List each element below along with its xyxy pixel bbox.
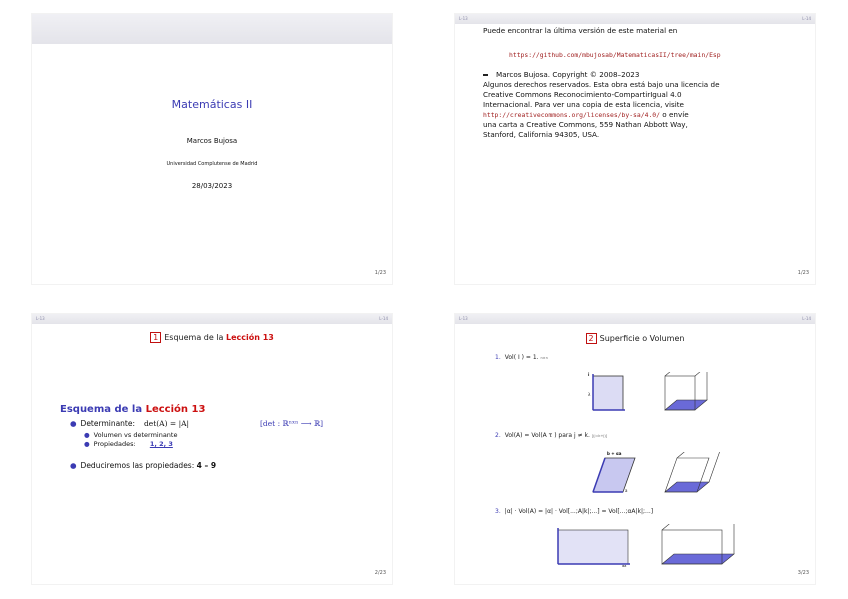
- page-number: 1/23: [374, 270, 386, 276]
- deduce-bold: 4 – 9: [196, 461, 217, 470]
- corner-right-label: L-14: [379, 316, 388, 321]
- deduce-prefix: Deduciremos las propiedades:: [80, 461, 195, 470]
- box-back: [662, 524, 734, 554]
- section-heading: [60, 404, 205, 415]
- sub-bullet-volume: ● Volumen vs determinante: [84, 431, 178, 439]
- item1-text: Vol( I ) = 1.: [504, 354, 539, 361]
- bullet-deduce: ● Deduciremos las propiedades: 4 – 9: [70, 461, 217, 470]
- corner-left-label: L-13: [36, 316, 45, 321]
- cc-icon: [483, 74, 488, 76]
- license-url-line: [483, 110, 689, 120]
- slide-header-band: [455, 314, 815, 324]
- heading-prefix: Esquema de la: [60, 404, 146, 415]
- prism-back: [677, 452, 721, 482]
- item2-sub: [(j=k+j)]: [591, 434, 608, 438]
- intro-text: Puede encontrar la última versión de este material en: [483, 26, 678, 35]
- license-tail: o envíe: [660, 110, 689, 119]
- label-a: a: [625, 488, 628, 493]
- label-b-alpha-a: b + αa: [607, 451, 622, 456]
- enum-item-3: 3. |α| · Vol(A) = |α| · Vol[...;A|k|;...] = Vol[...;αA|k|;...]: [495, 508, 654, 515]
- github-link[interactable]: https://github.com/mbujosab/MatematicasII/tree/main/Esp: [509, 51, 721, 59]
- slide-1: [32, 14, 392, 284]
- frame-title: [455, 333, 815, 344]
- det-formula: det(A) = |A|: [144, 419, 190, 428]
- slide-date: 28/03/2023: [191, 182, 233, 190]
- frame-number: 1: [150, 332, 161, 343]
- copyright-line: [483, 70, 639, 80]
- label-lambda-1: λ: [588, 392, 591, 397]
- license-line-3: Internacional. Para ver una copia de esta licencia, visite: [483, 100, 684, 109]
- license-line-6: Stanford, California 94305, USA.: [483, 130, 600, 139]
- unit-square: [593, 376, 623, 410]
- item2-text: Vol(A) = Vol(A τ ) para j ≠ k.: [504, 432, 590, 439]
- corner-left-label: L-13: [459, 316, 468, 321]
- copyright-text: Marcos Bujosa. Copyright © 2008–2023: [496, 70, 640, 79]
- bullet-determinant: ● Determinante:: [70, 419, 136, 428]
- page-number: 2/23: [374, 570, 386, 576]
- cube-edge: [695, 372, 707, 376]
- label-i-1: i: [588, 372, 590, 377]
- frame-title-bold: Lección 13: [225, 333, 274, 342]
- slide-3: [32, 314, 392, 584]
- page-number: 3/23: [797, 570, 809, 576]
- license-link[interactable]: http://creativecommons.org/licenses/by-sa/4.0/: [483, 111, 660, 119]
- sub2-label: Propiedades:: [93, 440, 136, 448]
- frame-title-prefix: Esquema de la: [164, 333, 226, 342]
- slide-title: Matemáticas II: [171, 98, 253, 111]
- cube-base: [665, 400, 707, 410]
- slide-4: [455, 314, 815, 584]
- item3-text: |α| · Vol(A) = |α| · Vol[...;A|k|;...] = Vol[...;αA|k|;...]: [504, 508, 654, 515]
- license-line-5: una carta a Creative Commons, 559 Nathan Abbott Way,: [483, 120, 688, 129]
- enum-item-2: 2. Vol(A) = Vol(A τ ) para j ≠ k. [(j=k+j)]: [495, 432, 608, 439]
- frame-title: [32, 332, 392, 343]
- sub-bullet-props: ● Propiedades: 1, 2, 3: [84, 440, 173, 448]
- heading-red: Lección 13: [145, 404, 206, 415]
- frame-title-text: Superficie o Volumen: [599, 334, 685, 343]
- corner-right-label: L-14: [802, 16, 811, 21]
- license-line-2: Creative Commons Reconocimiento-CompartirIgual 4.0: [483, 90, 682, 99]
- figure-identity: [585, 372, 725, 422]
- slide-author: Marcos Bujosa: [186, 137, 238, 145]
- corner-left-label: L-13: [459, 16, 468, 21]
- det-map: [det : ℝⁿˣⁿ ⟶ ℝ]: [260, 419, 324, 428]
- page-number: 1/23: [797, 270, 809, 276]
- slide-2: [455, 14, 815, 284]
- slide-institution: Universidad Complutense de Madrid: [166, 161, 258, 167]
- sub1-text: Volumen vs determinante: [93, 431, 178, 439]
- slide-header-band: [32, 314, 392, 324]
- figure-shear: [585, 452, 735, 502]
- prism-base: [665, 482, 709, 492]
- slide-header-band: [455, 14, 815, 24]
- figure-scaling: [550, 524, 750, 574]
- corner-right-label: L-14: [802, 316, 811, 321]
- enum-item-1: 1. Vol( I ) = 1. n×n: [495, 354, 548, 361]
- scaled-rectangle: [558, 530, 628, 564]
- license-line-1: Algunos derechos reservados. Esta obra está bajo una licencia de: [483, 80, 720, 89]
- item1-sub: n×n: [540, 356, 548, 360]
- box-base: [662, 554, 734, 564]
- property-links[interactable]: 1, 2, 3: [149, 440, 173, 448]
- slide-header-band: [32, 14, 392, 44]
- label-alpha-a: αa: [622, 564, 627, 568]
- det-label: Determinante:: [80, 419, 136, 428]
- frame-number: 2: [586, 333, 597, 344]
